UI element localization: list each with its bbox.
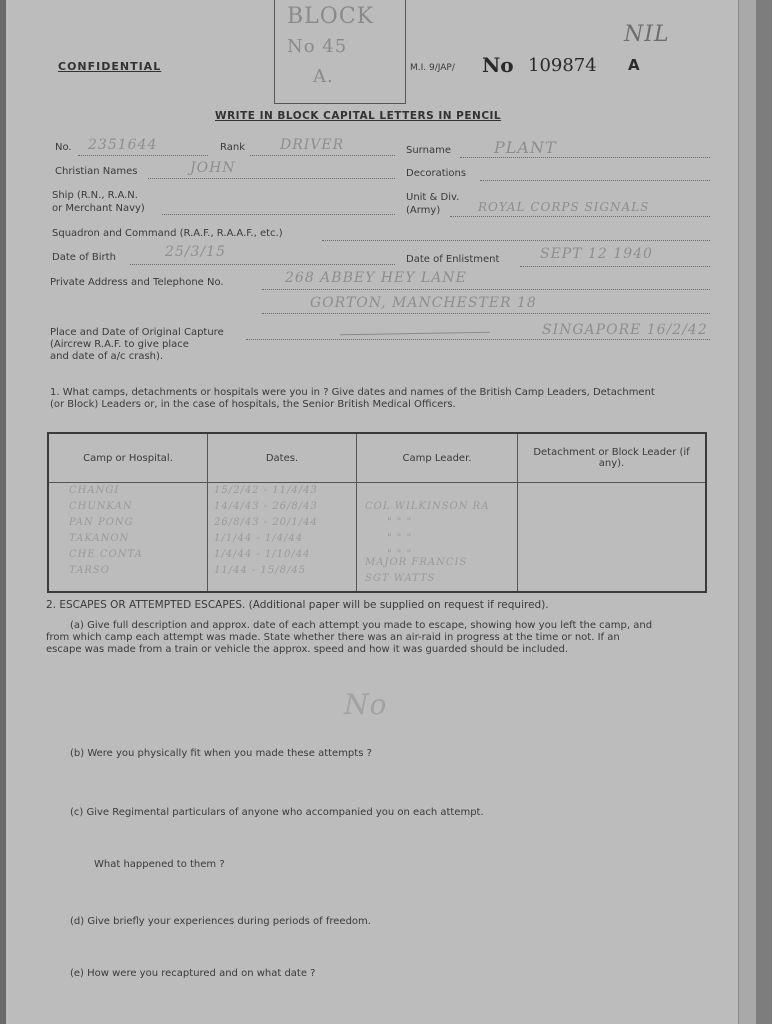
ship-label-1: Ship (R.N., R.A.N. xyxy=(52,190,138,201)
date-entry: 1/4/44 - 1/10/44 xyxy=(214,549,311,560)
confidential-label: CONFIDENTIAL xyxy=(58,60,162,73)
capture-value: SINGAPORE 16/2/42 xyxy=(542,322,708,338)
q2e-question: (e) How were you recaptured and on what date ? xyxy=(70,968,316,979)
nil-annotation: NIL xyxy=(624,22,670,47)
camp-entry: CHUNKAN xyxy=(69,501,133,512)
enlistment-value: SEPT 12 1940 xyxy=(540,246,653,262)
form-number-label: No xyxy=(482,53,514,77)
q2-title: 2. ESCAPES OR ATTEMPTED ESCAPES. (Additional paper will be supplied on request if required). xyxy=(46,599,549,611)
binder-edge xyxy=(756,0,772,1024)
capture-label-1: Place and Date of Original Capture xyxy=(50,327,224,338)
ship-line xyxy=(162,214,395,215)
surname-line xyxy=(460,157,710,158)
leader-entry: MAJOR FRANCIS xyxy=(365,557,468,568)
date-entry: 14/4/43 - 26/8/43 xyxy=(214,501,318,512)
detachment-column xyxy=(518,483,707,593)
q1-line-2: (or Block) Leaders or, in the case of hospitals, the Senior British Medical Officers. xyxy=(50,399,456,410)
form-series: A xyxy=(628,56,640,74)
enlistment-label: Date of Enlistment xyxy=(406,254,500,265)
dob-line xyxy=(130,264,395,265)
leader-entry: SGT WATTS xyxy=(365,573,436,584)
q2a-line-1: (a) Give full description and approx. date of each attempt you made to escape, showing how you left the camp, and xyxy=(70,620,653,631)
date-entry: 1/1/44 - 1/4/44 xyxy=(214,533,304,544)
unit-label-2: (Army) xyxy=(406,205,441,216)
stamp-letter: A. xyxy=(313,66,334,87)
form-number: 109874 xyxy=(528,55,597,76)
squadron-line xyxy=(322,240,710,241)
col-detachment-header: Detachment or Block Leader (if any). xyxy=(518,433,707,483)
camp-table xyxy=(47,432,707,593)
camp-table-body xyxy=(48,483,706,593)
christian-names-line xyxy=(148,178,395,179)
capture-line xyxy=(246,339,710,340)
unit-value: ROYAL CORPS SIGNALS xyxy=(478,200,650,214)
enlistment-line xyxy=(520,266,710,267)
camp-table-header xyxy=(48,433,706,483)
service-no-label: No. xyxy=(55,142,72,153)
q2c-subquestion: What happened to them ? xyxy=(94,859,225,870)
ship-label-2: or Merchant Navy) xyxy=(52,203,145,214)
address-value-1: 268 ABBEY HEY LANE xyxy=(285,270,467,286)
date-entry: 26/8/43 - 20/1/44 xyxy=(214,517,318,528)
surname-value: PLANT xyxy=(494,138,557,157)
date-entry: 11/44 - 15/8/45 xyxy=(214,565,307,576)
rank-value: DRIVER xyxy=(280,137,345,153)
block-stamp xyxy=(274,0,406,104)
unit-line xyxy=(450,216,710,217)
address-value-2: GORTON, MANCHESTER 18 xyxy=(310,295,537,311)
address-line-1 xyxy=(262,289,710,290)
pencil-instruction: WRITE IN BLOCK CAPITAL LETTERS IN PENCIL xyxy=(215,110,502,122)
stamp-block-text: BLOCK xyxy=(287,4,375,29)
christian-names-label: Christian Names xyxy=(55,166,138,177)
service-no-value: 2351644 xyxy=(88,137,158,153)
leader-entry: " " " xyxy=(387,533,413,544)
stamp-number: No 45 xyxy=(287,36,348,57)
form-reference: M.I. 9/JAP/ xyxy=(410,63,455,73)
q2b-question: (b) Were you physically fit when you made these attempts ? xyxy=(70,748,372,759)
dates-column xyxy=(208,483,357,593)
leader-entry: " " " xyxy=(387,517,413,528)
christian-names-value: JOHN xyxy=(190,160,236,176)
camp-entry: CHANGI xyxy=(69,485,120,496)
capture-label-2: (Aircrew R.A.F. to give place xyxy=(50,339,189,350)
leader-entry: COL WILKINSON RA xyxy=(365,501,490,512)
col-camp-header: Camp or Hospital. xyxy=(48,433,208,483)
squadron-label: Squadron and Command (R.A.F., R.A.A.F., etc.) xyxy=(52,228,283,239)
q2a-answer: No xyxy=(344,688,388,721)
rank-line xyxy=(250,155,395,156)
camp-entry: PAN PONG xyxy=(69,517,134,528)
leader-column xyxy=(357,483,518,593)
camp-column xyxy=(48,483,208,593)
camp-entry: CHE CONTA xyxy=(69,549,143,560)
q2c-question: (c) Give Regimental particulars of anyone who accompanied you on each attempt. xyxy=(70,807,484,818)
rank-label: Rank xyxy=(220,142,245,153)
q1-line-1: 1. What camps, detachments or hospitals were you in ? Give dates and names of the British Camp Leaders, Detachment xyxy=(50,387,655,398)
camp-entry: TARSO xyxy=(69,565,110,576)
service-no-line xyxy=(78,155,208,156)
capture-label-3: and date of a/c crash). xyxy=(50,351,164,362)
camp-entry: TAKANON xyxy=(69,533,130,544)
date-entry: 15/2/42 - 11/4/43 xyxy=(214,485,318,496)
address-label: Private Address and Telephone No. xyxy=(50,277,224,288)
q2a-line-2: from which camp each attempt was made. State whether there was an air-raid in progress at the time or not. If an xyxy=(46,632,620,643)
q2d-question: (d) Give briefly your experiences during periods of freedom. xyxy=(70,916,371,927)
leader-entry: " " " xyxy=(387,549,413,560)
col-leader-header: Camp Leader. xyxy=(357,433,518,483)
dob-value: 25/3/15 xyxy=(165,244,226,260)
dob-label: Date of Birth xyxy=(52,252,116,263)
unit-label-1: Unit & Div. xyxy=(406,192,460,203)
q2a-line-3: escape was made from a train or vehicle the approx. speed and how it was guarded should be included. xyxy=(46,644,569,655)
address-line-2 xyxy=(262,313,710,314)
decorations-label: Decorations xyxy=(406,168,467,179)
col-dates-header: Dates. xyxy=(208,433,357,483)
surname-label: Surname xyxy=(406,145,451,156)
decorations-line xyxy=(480,180,710,181)
